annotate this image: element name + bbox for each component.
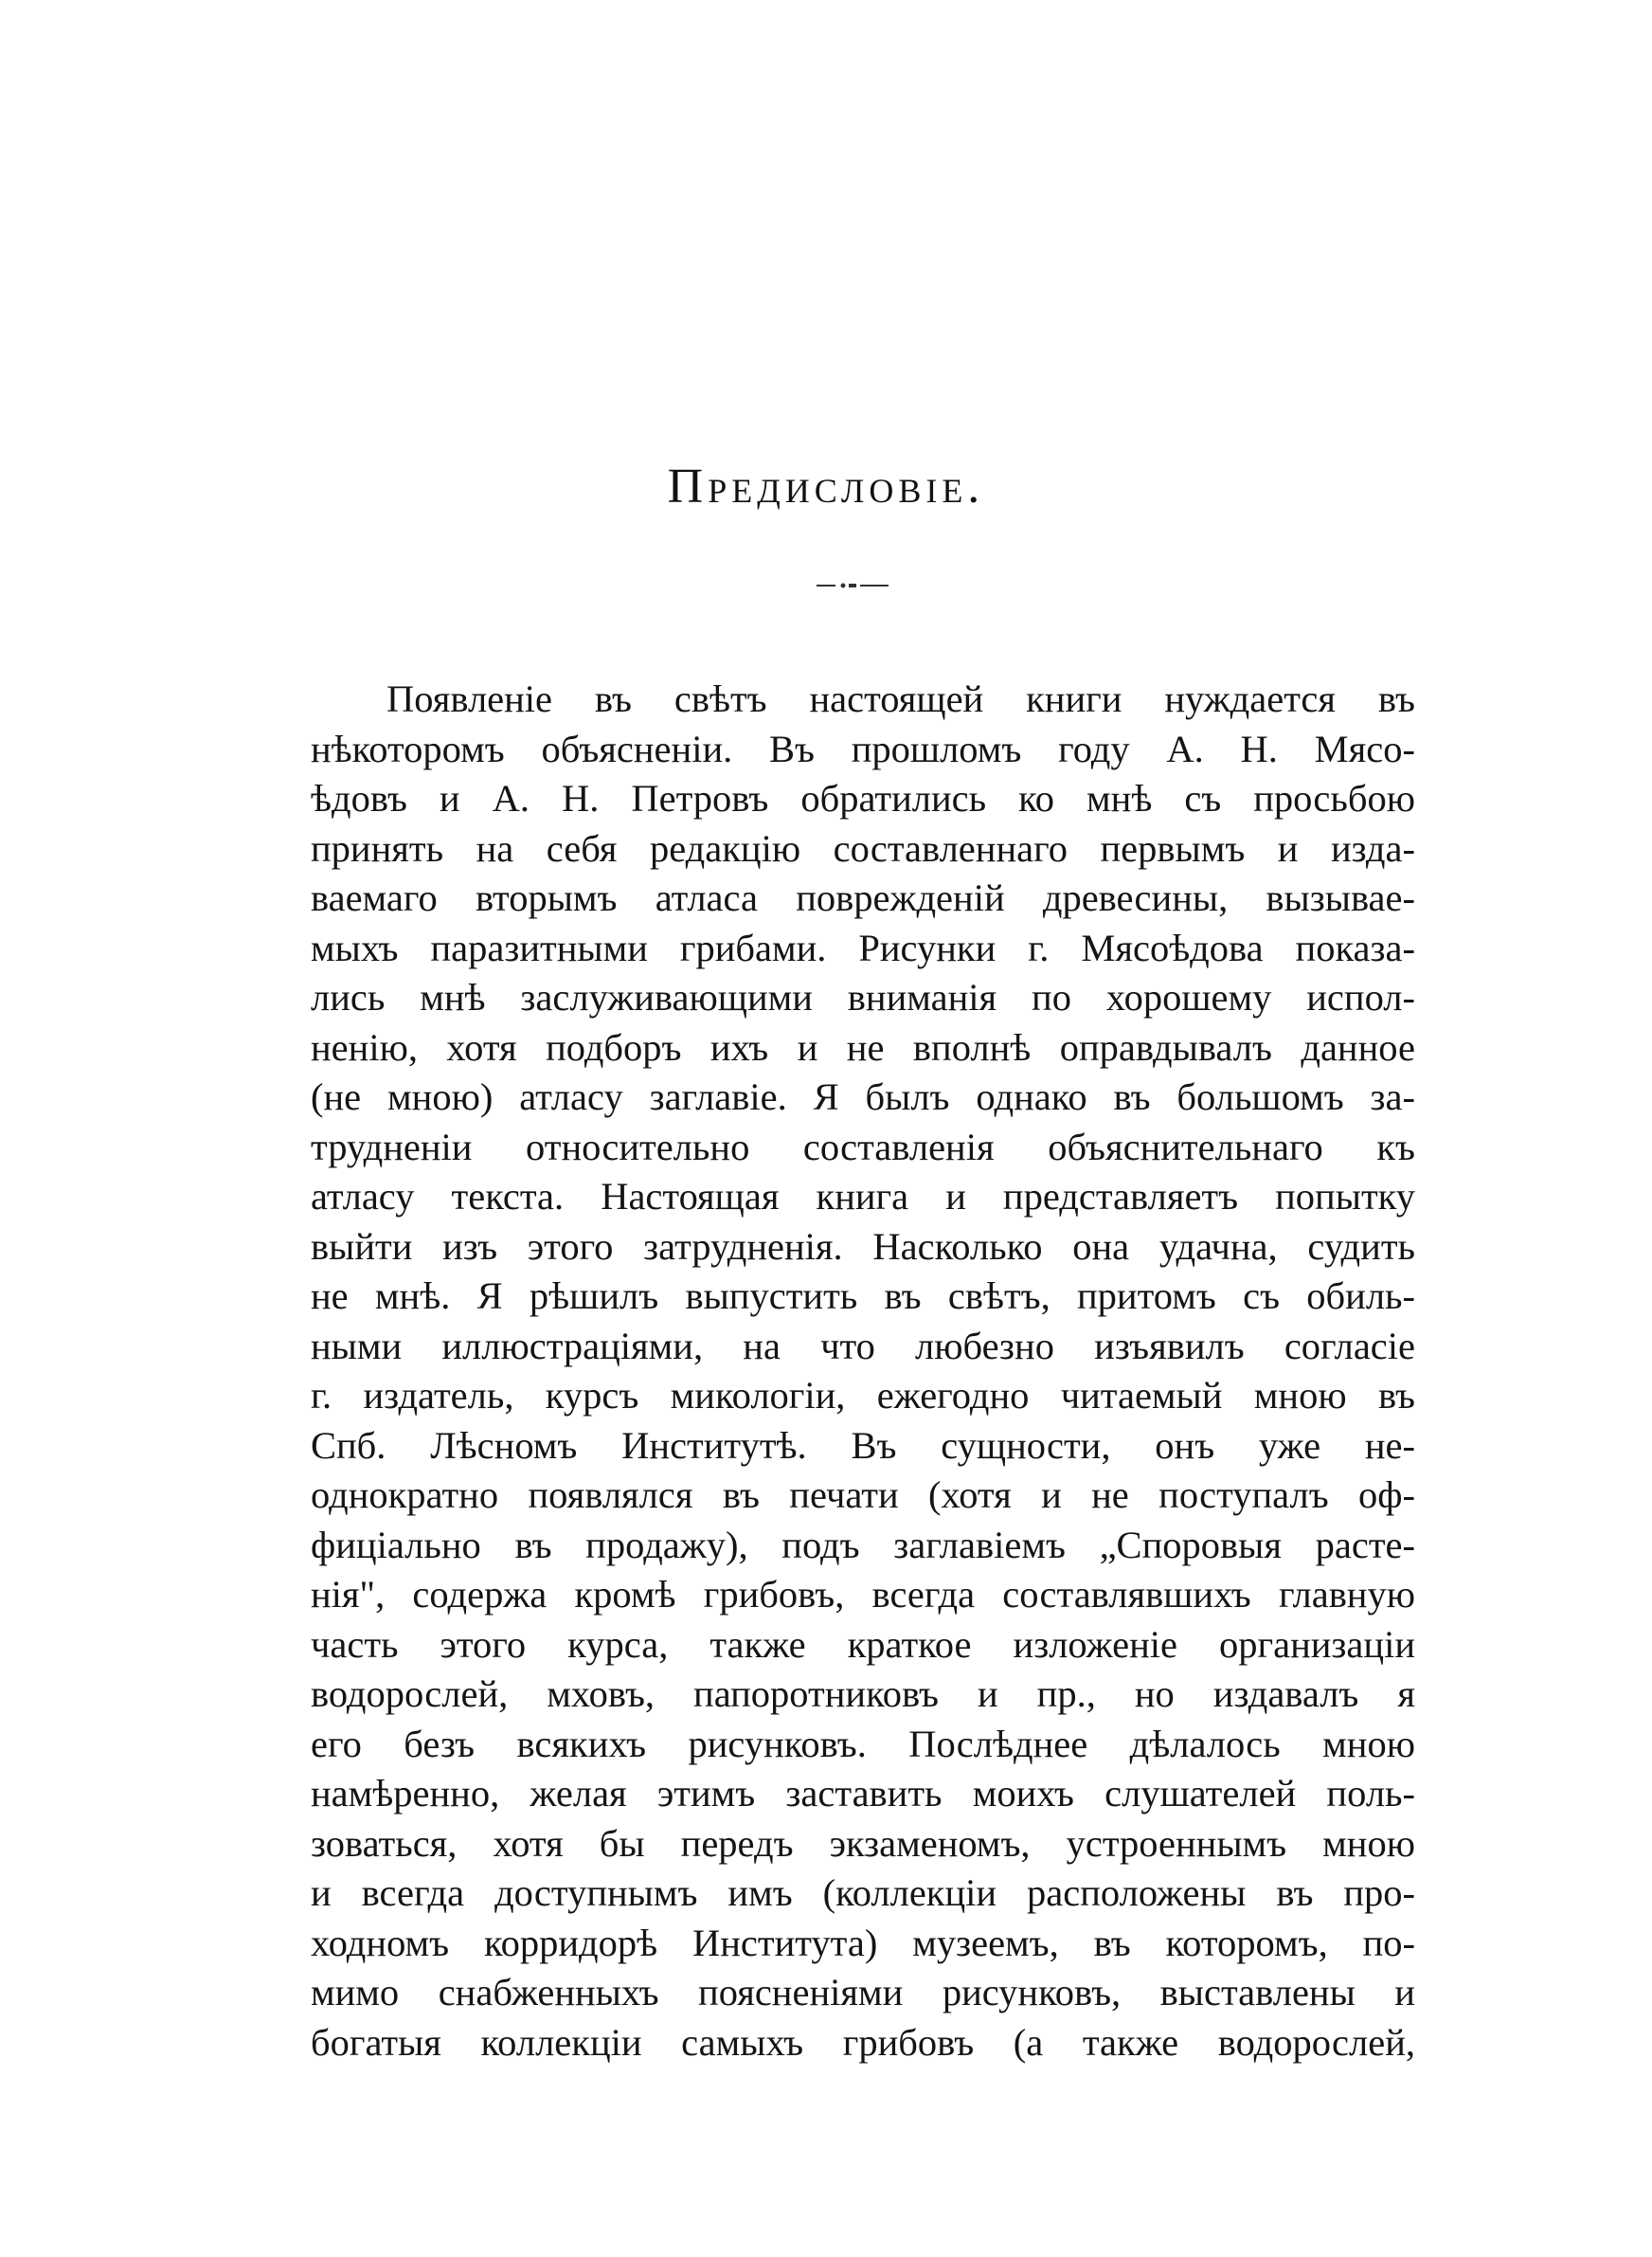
- text-line: принять на себя редакцію составленнаго первымъ и изда-: [311, 826, 1415, 870]
- text-line: ненію, хотя подборъ ихъ и не вполнѣ оправдывалъ данное: [311, 1025, 1415, 1069]
- text-line: ваемаго вторымъ атласа поврежденій древесины, вызывае-: [311, 876, 1415, 919]
- text-line: часть этого курса, также краткое изложеніе организаціи: [311, 1622, 1415, 1666]
- text-line: лись мнѣ заслуживающими вниманія по хорошему испол-: [311, 976, 1415, 1019]
- text-line: трудненіи относительно составленія объяснительнаго къ: [311, 1125, 1415, 1168]
- text-line: богатыя коллекціи самыхъ грибовъ (а также водорослей,: [311, 2020, 1415, 2064]
- text-line: зоваться, хотя бы передъ экзаменомъ, устроеннымъ мною: [311, 1821, 1415, 1865]
- text-line: атласу текста. Настоящая книга и представляетъ попытку: [311, 1175, 1415, 1218]
- preface-paragraph: [311, 675, 1415, 2067]
- text-line: мыхъ паразитными грибами. Рисунки г. Мясоѣдова показа-: [311, 926, 1415, 969]
- ornament-icon: [815, 582, 890, 589]
- text-line: нія", содержа кромѣ грибовъ, всегда составлявшихъ главную: [311, 1573, 1415, 1616]
- text-line: намѣренно, желая этимъ заставить моихъ слушателей поль-: [311, 1772, 1415, 1815]
- text-line: водорослей, мховъ, папоротниковъ и пр., но издавалъ я: [311, 1672, 1415, 1715]
- text-line: нѣкоторомъ объясненіи. Въ прошломъ году А. Н. Мясо-: [311, 727, 1415, 770]
- text-line: не мнѣ. Я рѣшилъ выпустить въ свѣтъ, притомъ съ обиль-: [311, 1274, 1415, 1317]
- text-line: ходномъ корридорѣ Института) музеемъ, въ которомъ, по-: [311, 1921, 1415, 1964]
- text-line: выйти изъ этого затрудненія. Насколько она удачна, судить: [311, 1224, 1415, 1268]
- text-line: мимо снабженныхъ поясненіями рисунковъ, выставлены и: [311, 1971, 1415, 2013]
- text-line: (не мною) атласу заглавіе. Я былъ однако въ большомъ за-: [311, 1075, 1415, 1118]
- page-title: Предисловіе.: [667, 460, 985, 514]
- text-line: фиціально въ продажу), подъ заглавіемъ „Споровыя расте-: [311, 1523, 1415, 1566]
- text-line: однократно появлялся въ печати (хотя и не поступалъ оф-: [311, 1473, 1415, 1516]
- text-line: и всегда доступнымъ имъ (коллекціи расположены въ про-: [311, 1871, 1415, 1914]
- text-line: ѣдовъ и А. Н. Петровъ обратились ко мнѣ съ просьбою: [311, 777, 1415, 820]
- text-line: его безъ всякихъ рисунковъ. Послѣднее дѣлалось мною: [311, 1722, 1415, 1765]
- text-line: Спб. Лѣсномъ Институтѣ. Въ сущности, онъ уже не-: [311, 1423, 1415, 1467]
- text-line: Появленіе въ свѣтъ настоящей книги нуждается въ: [386, 677, 1415, 720]
- text-line: ными иллюстраціями, на что любезно изъявилъ согласіе: [311, 1324, 1415, 1367]
- text-line: г. издатель, курсъ микологіи, ежегодно читаемый мною въ: [311, 1374, 1415, 1417]
